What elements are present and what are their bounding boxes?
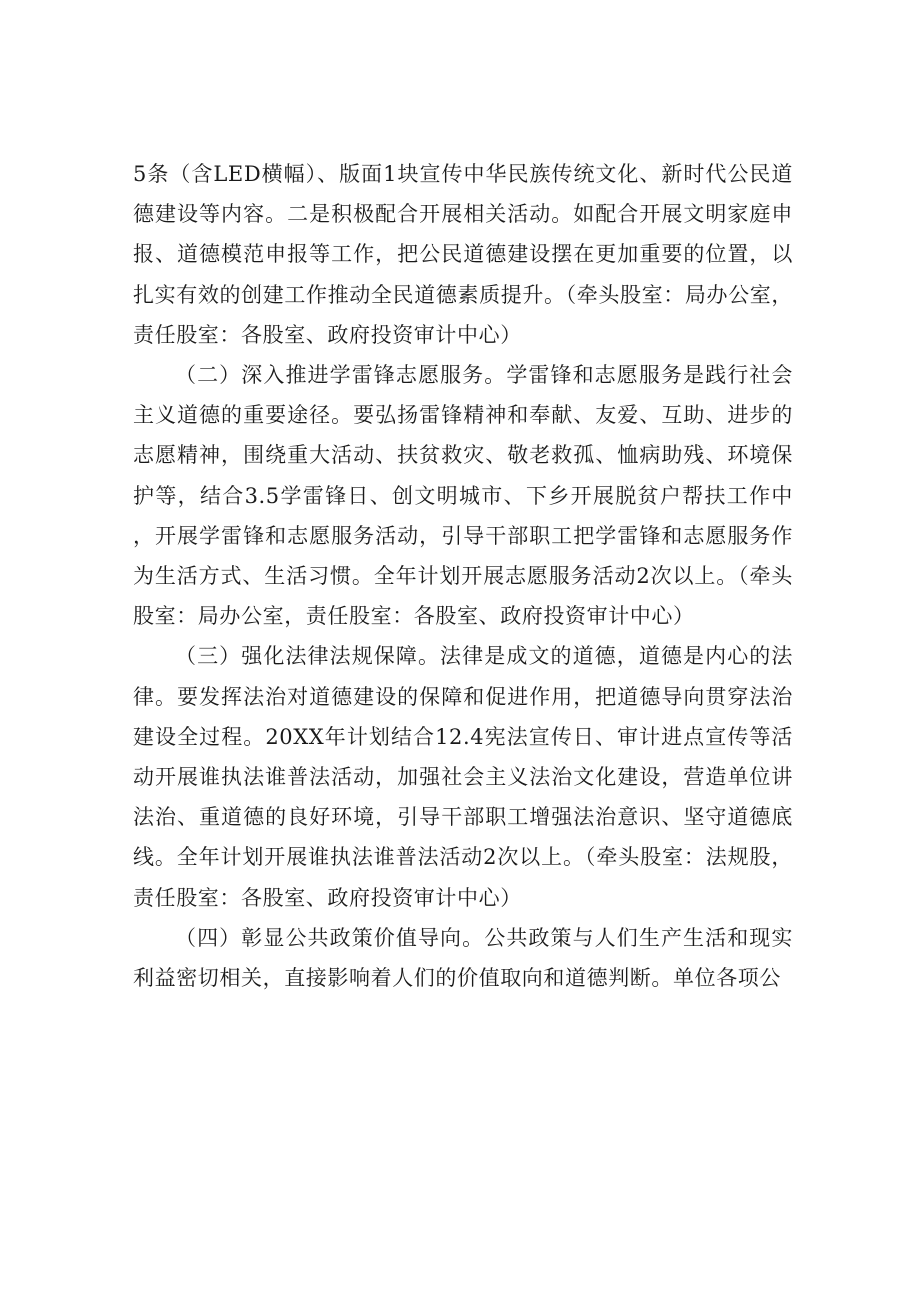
paragraph-public-policy: （四）彰显公共政策价值导向。公共政策与人们生产生活和现实利益密切相关，直接影响着人们的价值取向和道德判断。单位各项公	[133, 925, 793, 991]
document-body	[133, 154, 793, 998]
paragraph-continuation: 5条（含LED横幅）、版面1块宣传中华民族传统文化、新时代公民道德建设等内容。二是积极配合开展相关活动。如配合开展文明家庭申报、道德模范申报等工作，把公民道德建设摆在更加重要的位置，以扎实有效的创建工作推动全民道德素质提升。（牵头股室：局办公室，责任股室：各股室、政府投资审计中心）	[133, 162, 793, 347]
paragraph-volunteer-service: （二）深入推进学雷锋志愿服务。学雷锋和志愿服务是践行社会主义道德的重要途径。要弘扬雷锋精神和奉献、友爱、互助、进步的志愿精神，围绕重大活动、扶贫救灾、敬老救孤、恤病助残、环境保护等，结合3.5学雷锋日、创文明城市、下乡开展脱贫户帮扶工作中，开展学雷锋和志愿服务活动，引导干部职工把学雷锋和志愿服务作为生活方式、生活习惯。全年计划开展志愿服务活动2次以上。（牵头股室：局办公室，责任股室：各股室、政府投资审计中心）	[133, 363, 793, 629]
paragraph-legal-guarantee: （三）强化法律法规保障。法律是成文的道德，道德是内心的法律。要发挥法治对道德建设的保障和促进作用，把道德导向贯穿法治建设全过程。20XX年计划结合12.4宪法宣传日、审计进点宣传等活动开展谁执法谁普法活动，加强社会主义法治文化建设，营造单位讲法治、重道德的良好环境，引导干部职工增强法治意识、坚守道德底线。全年计划开展谁执法谁普法活动2次以上。（牵头股室：法规股，责任股室：各股室、政府投资审计中心）	[133, 644, 793, 910]
